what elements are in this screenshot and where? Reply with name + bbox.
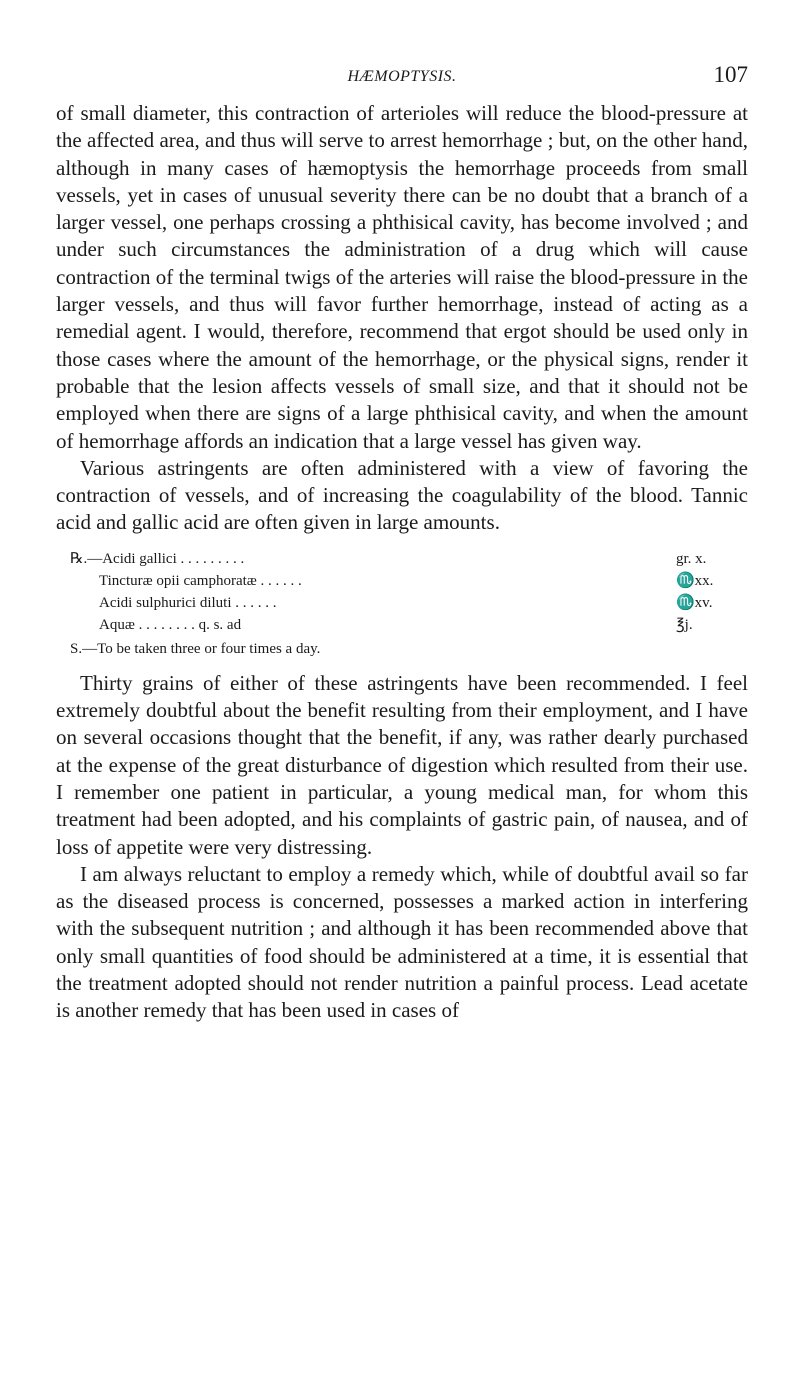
prescription-row	[70, 548, 748, 570]
prescription-quantity: ℥j.	[676, 616, 693, 633]
paragraph-thirty-grains: Thirty grains of either of these astringents have been recommended. I feel extremely doubtful about the benefit resulting from their employment, and I have on several occasions thought that the benefit, if any, was rather dearly purchased at the expense of the great disturbance of digestion which resulted from their use. I remember one patient in particular, a young medical man, for whom this treatment had been adopted, and his complaints of gastric pain, of nausea, and of loss of appetite were very distressing.	[56, 670, 748, 859]
prescription-ingredient: Tincturæ opii camphoratæ . . . . . .	[99, 572, 302, 589]
prescription-ingredient: Acidi sulphurici diluti . . . . . .	[99, 594, 277, 611]
running-title: HÆMOPTYSIS.	[347, 68, 457, 85]
prescription-row	[70, 570, 748, 592]
prescription-signa: S.—To be taken three or four times a day.	[70, 640, 321, 657]
page-body	[56, 100, 748, 1025]
prescription-quantity: gr. x.	[676, 550, 707, 567]
page-number: 107	[713, 62, 748, 87]
prescription-ingredient: ℞.—Acidi gallici . . . . . . . . .	[70, 550, 245, 567]
prescription-ingredient: Aquæ . . . . . . . . q. s. ad	[99, 616, 242, 633]
prescription-row	[70, 614, 748, 636]
paragraph-astringents: Various astringents are often administered with a view of favoring the contraction of vessels, and of increasing the coagulability of the blood. Tannic acid and gallic acid are often given in large amounts.	[56, 455, 748, 535]
paragraph-reluctant: I am always reluctant to employ a remedy which, while of doubtful avail so far as the diseased process is concerned, possesses a marked action in interfering with the subsequent nutrition ; and although it has been recommended above that only small quantities of food should be administered at a time, it is essential that the treatment adopted should not render nutrition a painful process. Lead acetate is another remedy that has been used in cases of	[56, 861, 748, 1023]
prescription-row	[70, 592, 748, 614]
paragraph-continued: of small diameter, this contraction of arterioles will reduce the blood-pressure at the affected area, and thus will serve to arrest hemorrhage ; but, on the other hand, although in many cases of hæmoptysis the hemorrhage proceeds from small vessels, yet in cases of unusual severity there can be no doubt that a branch of a larger vessel, one perhaps crossing a phthisical cavity, has become involved ; and under such circumstances the administration of a drug which will cause contraction of the terminal twigs of the arteries will raise the blood-pressure in the larger vessels, and thus will favor further hemorrhage, instead of acting as a remedial agent. I would, therefore, recommend that ergot should be used only in those cases where the amount of the hemorrhage, or the physical signs, render it probable that the lesion affects vessels of small size, and that it should not be employed when there are signs of a large phthisical cavity, and when the amount of hemorrhage affords an indication that a large vessel has given way.	[56, 101, 748, 453]
prescription-quantity: ♏xv.	[676, 594, 713, 611]
prescription-quantity: ♏xx.	[676, 572, 714, 589]
prescription	[70, 548, 748, 660]
page-header	[56, 62, 748, 90]
